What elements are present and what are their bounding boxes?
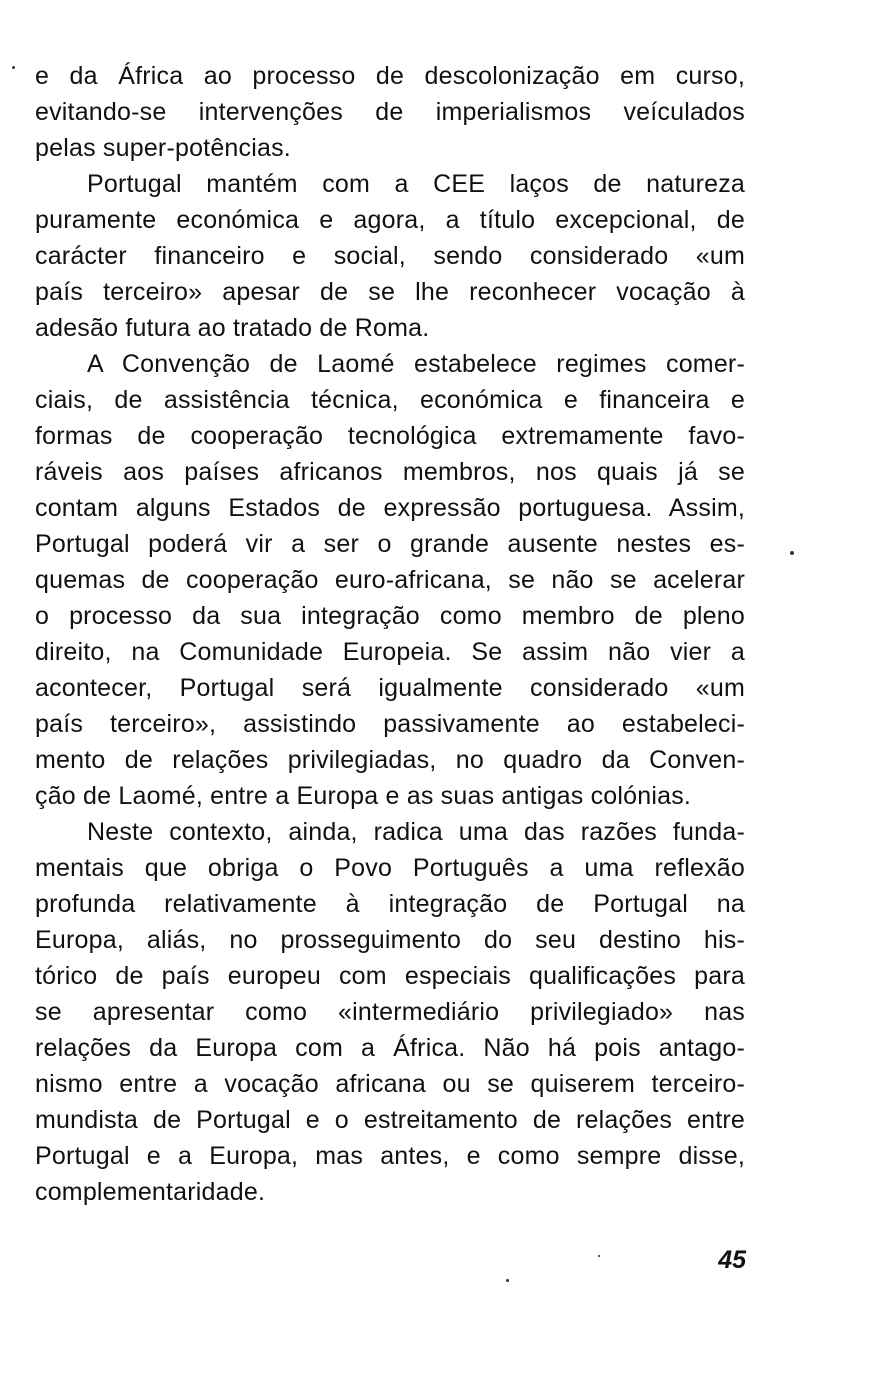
text-line: o processo da sua integração como membro de pleno bbox=[35, 602, 745, 630]
text-line: nismo entre a vocação africana ou se quiserem terceiro- bbox=[35, 1070, 745, 1098]
text-line: adesão futura ao tratado de Roma. bbox=[35, 314, 430, 342]
text-line: Portugal poderá vir a ser o grande ausente nestes es- bbox=[35, 530, 745, 558]
text-line: direito, na Comunidade Europeia. Se assim não vier a bbox=[35, 638, 745, 666]
text-line: se apresentar como «intermediário privilegiado» nas bbox=[35, 998, 745, 1026]
text-line: quemas de cooperação euro-africana, se não se acelerar bbox=[35, 566, 745, 594]
text-line: mundista de Portugal e o estreitamento de relações entre bbox=[35, 1106, 745, 1134]
text-line: pelas super-potências. bbox=[35, 134, 291, 162]
page-number: 45 bbox=[718, 1246, 746, 1274]
text-line: país terceiro», assistindo passivamente ao estabeleci- bbox=[35, 710, 745, 738]
text-line: e da África ao processo de descolonização em curso, bbox=[35, 62, 745, 90]
text-line: ção de Laomé, entre a Europa e as suas antigas colónias. bbox=[35, 782, 692, 810]
text-line: formas de cooperação tecnológica extremamente favo- bbox=[35, 422, 745, 450]
text-line: contam alguns Estados de expressão portuguesa. Assim, bbox=[35, 494, 745, 522]
text-line: Portugal mantém com a CEE laços de natureza bbox=[87, 170, 745, 198]
text-line: Europa, aliás, no prosseguimento do seu destino his- bbox=[35, 926, 745, 954]
text-line: profunda relativamente à integração de Portugal na bbox=[35, 890, 745, 918]
text-line: mentais que obriga o Povo Português a uma reflexão bbox=[35, 854, 745, 882]
print-speck bbox=[598, 1255, 600, 1257]
text-line: carácter financeiro e social, sendo considerado «um bbox=[35, 242, 745, 270]
print-speck bbox=[790, 551, 794, 555]
body-text bbox=[35, 58, 745, 1210]
text-line: relações da Europa com a África. Não há pois antago- bbox=[35, 1034, 745, 1062]
paragraph bbox=[35, 346, 745, 814]
paragraph bbox=[35, 814, 745, 1210]
text-line: mento de relações privilegiadas, no quadro da Conven- bbox=[35, 746, 745, 774]
text-line: Neste contexto, ainda, radica uma das razões funda- bbox=[87, 818, 745, 846]
text-line: ciais, de assistência técnica, económica e financeira e bbox=[35, 386, 745, 414]
text-line: A Convenção de Laomé estabelece regimes comer- bbox=[87, 350, 745, 378]
print-speck bbox=[506, 1279, 509, 1282]
text-line: tórico de país europeu com especiais qualificações para bbox=[35, 962, 745, 990]
text-line: acontecer, Portugal será igualmente considerado «um bbox=[35, 674, 745, 702]
print-speck bbox=[12, 66, 15, 69]
text-line: país terceiro» apesar de se lhe reconhecer vocação à bbox=[35, 278, 745, 306]
text-line: ráveis aos países africanos membros, nos quais já se bbox=[35, 458, 745, 486]
paragraph bbox=[35, 58, 745, 166]
text-line: puramente económica e agora, a título excepcional, de bbox=[35, 206, 745, 234]
text-line: Portugal e a Europa, mas antes, e como sempre disse, bbox=[35, 1142, 745, 1170]
paragraph bbox=[35, 166, 745, 346]
text-line: evitando-se intervenções de imperialismos veículados bbox=[35, 98, 745, 126]
text-line: complementaridade. bbox=[35, 1178, 266, 1206]
